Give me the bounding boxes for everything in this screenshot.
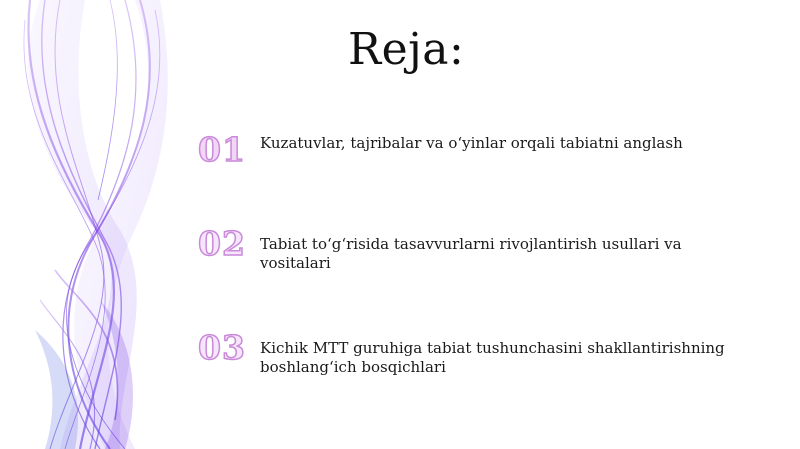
- item-number: 03: [198, 328, 246, 367]
- item-text: Tabiat to‘g‘risida tasavvurlarni rivojlantirish usullari va vositalari: [260, 235, 682, 272]
- item-number: 01: [198, 130, 246, 169]
- item-number: 02: [198, 224, 246, 263]
- item-text: Kichik MTT guruhiga tabiat tushunchasini shakllantirishning boshlang‘ich bosqichlari: [260, 339, 725, 376]
- item-text: Kuzatuvlar, tajribalar va o‘yinlar orqali tabiatni anglash: [260, 134, 683, 152]
- slide-title: Reja:: [348, 24, 465, 75]
- purple-smoke-ribbon-icon: [0, 0, 200, 449]
